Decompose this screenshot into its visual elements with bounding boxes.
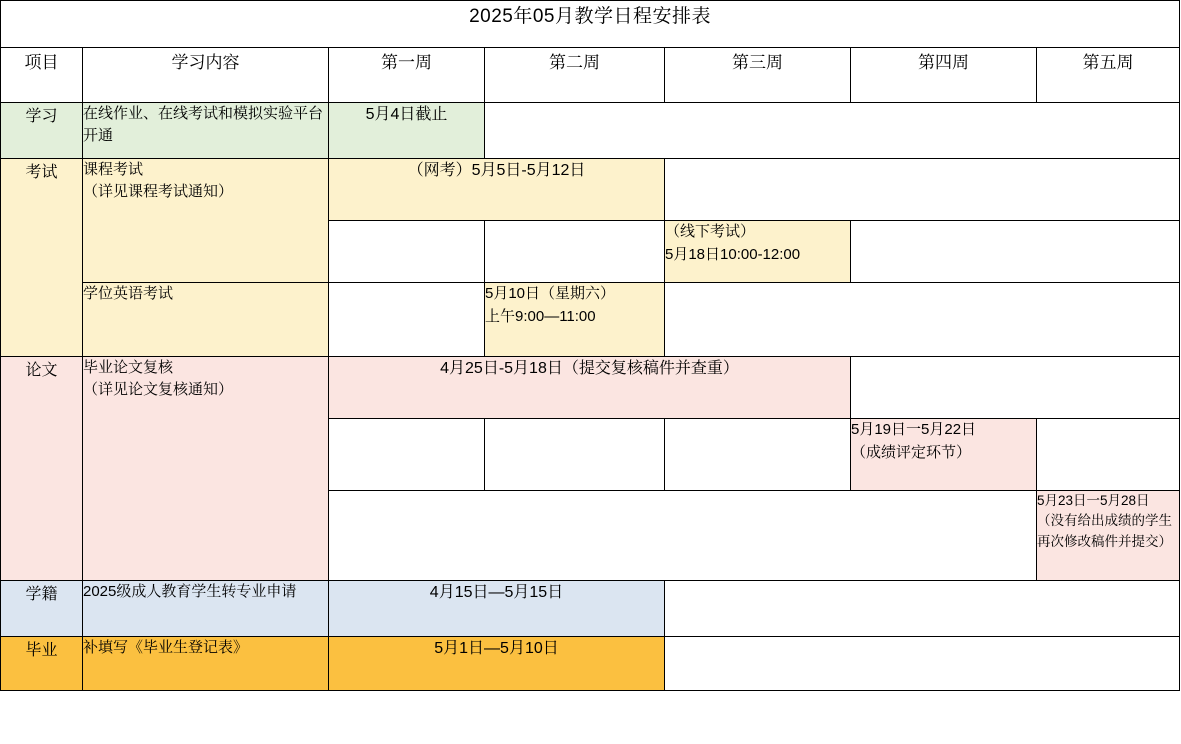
- thesis-grading-line1: 5月19日一5月22日: [851, 421, 977, 438]
- exam-online-empty: [665, 159, 1180, 221]
- degree-english-line2: 上午9:00—11:00: [485, 307, 596, 325]
- row-graduation: [1, 637, 1180, 691]
- category-status: 学籍: [1, 581, 83, 637]
- category-exam: 考试: [1, 159, 83, 357]
- exam-degree-english-content: 学位英语考试: [83, 283, 329, 357]
- thesis-grading-week1-empty: [329, 419, 485, 491]
- thesis-resubmit-line1: 5月23日一5月28日: [1037, 493, 1150, 508]
- row-thesis-review: [1, 357, 1180, 419]
- header-col-content: 学习内容: [83, 48, 329, 103]
- graduation-empty: [665, 637, 1180, 691]
- row-exam-degree-english: [1, 283, 1180, 357]
- thesis-grading-week4: [851, 419, 1037, 491]
- exam-offline-empty: [851, 221, 1180, 283]
- status-content: 2025级成人教育学生转专业申请: [83, 581, 329, 637]
- header-col-week2: 第二周: [485, 48, 665, 103]
- title-row: [1, 1, 1180, 48]
- exam-offline-line1: （线下考试）: [665, 223, 756, 240]
- graduation-span: 5月1日—5月10日: [329, 637, 665, 691]
- thesis-resubmit-week5: [1037, 491, 1180, 581]
- exam-offline-week3: [665, 221, 851, 283]
- thesis-content: [83, 357, 329, 581]
- degree-english-line1: 5月10日（星期六）: [485, 285, 616, 302]
- exam-course-line1: 课程考试: [83, 161, 144, 178]
- thesis-grading-week5-empty: [1037, 419, 1180, 491]
- thesis-resubmit-line2: （没有给出成绩的学生再次修改稿件并提交）: [1037, 513, 1172, 549]
- thesis-resubmit-empty: [329, 491, 1037, 581]
- header-col-project: 项目: [1, 48, 83, 103]
- degree-english-week1-empty: [329, 283, 485, 357]
- exam-course-content: [83, 159, 329, 283]
- exam-course-line2: （详见课程考试通知）: [83, 182, 234, 200]
- thesis-content-line1: 毕业论文复核: [83, 359, 174, 376]
- status-span: 4月15日—5月15日: [329, 581, 665, 637]
- degree-english-week2: [485, 283, 665, 357]
- header-col-week1: 第一周: [329, 48, 485, 103]
- category-study: 学习: [1, 103, 83, 159]
- header-row: [1, 48, 1180, 103]
- row-exam-online: [1, 159, 1180, 221]
- thesis-grading-line2: （成绩评定环节）: [851, 443, 972, 461]
- thesis-content-line2: （详见论文复核通知）: [83, 380, 234, 398]
- row-status: [1, 581, 1180, 637]
- thesis-grading-week3-empty: [665, 419, 851, 491]
- thesis-review-empty: [851, 357, 1180, 419]
- thesis-review-span: 4月25日-5月18日（提交复核稿件并查重）: [329, 357, 851, 419]
- exam-offline-week1-empty: [329, 221, 485, 283]
- status-empty: [665, 581, 1180, 637]
- thesis-grading-week2-empty: [485, 419, 665, 491]
- exam-online-span: （网考）5月5日-5月12日: [329, 159, 665, 221]
- degree-english-empty: [665, 283, 1180, 357]
- document-title: 2025年05月教学日程安排表: [1, 1, 1180, 48]
- header-col-week4: 第四周: [851, 48, 1037, 103]
- category-graduation: 毕业: [1, 637, 83, 691]
- category-thesis: 论文: [1, 357, 83, 581]
- exam-offline-week2-empty: [485, 221, 665, 283]
- header-col-week5: 第五周: [1037, 48, 1180, 103]
- graduation-content: 补填写《毕业生登记表》: [83, 637, 329, 691]
- study-content: 在线作业、在线考试和模拟实验平台开通: [83, 103, 329, 159]
- study-week1-cell: 5月4日截止: [329, 103, 485, 159]
- row-study: [1, 103, 1180, 159]
- study-empty-cells: [485, 103, 1180, 159]
- header-col-week3: 第三周: [665, 48, 851, 103]
- exam-offline-line2: 5月18日10:00-12:00: [665, 245, 801, 263]
